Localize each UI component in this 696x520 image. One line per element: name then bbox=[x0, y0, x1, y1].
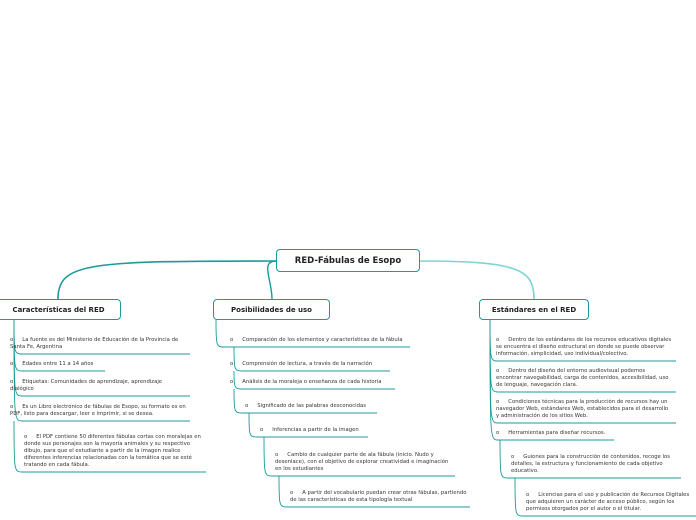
branch-estandares[interactable]: Estándares en el RED bbox=[479, 299, 589, 320]
leaf-estandares-5[interactable] bbox=[511, 454, 679, 477]
connector bbox=[268, 261, 276, 299]
branch-caracteristicas[interactable]: Características del RED bbox=[0, 299, 121, 320]
bullet-icon: o bbox=[496, 430, 500, 436]
leaf-text: Es un Libro electrónico de fábulas de Esopo, su formato es en PDF, listo para descargar, leer e imprimir, si se desea. bbox=[10, 404, 186, 417]
leaf-posibilidades-1[interactable] bbox=[230, 337, 408, 346]
leaf-text: Análisis de la moraleja o enseñanza de cada historia bbox=[242, 379, 382, 385]
leaf-estandares-4[interactable] bbox=[496, 430, 614, 439]
leaf-text: Condiciones técnicas para la producción de recursos hay un navegador Web, estándares Web, establecidos para el desarrollo y administración de los sitios Web. bbox=[496, 399, 669, 419]
leaf-text: Significado de las palabras desconocidas bbox=[257, 403, 366, 409]
leaf-text: Edades entre 11 a 14 años bbox=[22, 361, 94, 367]
bullet-icon: o bbox=[260, 427, 264, 433]
leaf-caracteristicas-5[interactable] bbox=[24, 434, 204, 471]
leaf-text: Herramientas para diseñar recursos. bbox=[508, 430, 606, 436]
bullet-icon: o bbox=[526, 492, 530, 498]
leaf-text: A partir del vocabulario puedan crear otras fábulas, partiendo de las características de esta tipología textual bbox=[290, 490, 467, 503]
bullet-icon: o bbox=[10, 379, 14, 385]
bullet-icon: o bbox=[275, 452, 279, 458]
leaf-text: Etiquetas: Comunidades de aprendizaje, aprendizaje dialógico bbox=[10, 379, 163, 392]
leaf-text: Guiones para la construcción de contenidos, recoge los detalles, la estructura y funcionamiento de cada objetivo educativo. bbox=[511, 454, 671, 474]
bullet-icon: o bbox=[10, 404, 14, 410]
connector bbox=[420, 261, 534, 299]
leaf-text: Comparación de los elementos y características de la fábula bbox=[242, 337, 403, 343]
bullet-icon: o bbox=[290, 490, 294, 496]
bullet-icon: o bbox=[230, 337, 234, 343]
root-node[interactable]: RED-Fábulas de Esopo bbox=[276, 249, 420, 272]
leaf-estandares-3[interactable] bbox=[496, 399, 674, 422]
bullet-icon: o bbox=[496, 399, 500, 405]
leaf-text: El PDF contiene 50 diferentes fábulas cortas con moralejas en donde sus personajes son la mayoría animales y su respectivo dibujo, para que el estudiante a partir de la imagen realice diferentes inferencias relacionadas con la temática que se esté tratando en cada fábula. bbox=[24, 434, 201, 468]
leaf-posibilidades-6[interactable] bbox=[275, 452, 455, 475]
leaf-posibilidades-4[interactable] bbox=[245, 403, 377, 412]
leaf-caracteristicas-4[interactable] bbox=[10, 404, 188, 420]
bullet-icon: o bbox=[230, 361, 234, 367]
leaf-posibilidades-5[interactable] bbox=[260, 427, 368, 436]
leaf-text: Dentro del diseño del entorno audiovisual podemos encontrar navegabilidad, carga de contenidos, accesibilidad, uso de lenguaje, navegación clara. bbox=[496, 368, 669, 388]
leaf-estandares-1[interactable] bbox=[496, 337, 674, 360]
leaf-caracteristicas-3[interactable] bbox=[10, 379, 188, 395]
leaf-text: Dentro de los estándares de los recursos educativos digitales se encuentra el diseño estructural en donde se puede observar información, simplicidad, uso individual/colectivo. bbox=[496, 337, 672, 357]
leaf-text: La fuente es del Ministerio de Educación de la Provincia de Santa Fe, Argentina bbox=[10, 337, 179, 350]
leaf-estandares-6[interactable] bbox=[526, 492, 696, 515]
bullet-icon: o bbox=[245, 403, 249, 409]
leaf-caracteristicas-2[interactable] bbox=[10, 361, 105, 370]
leaf-caracteristicas-1[interactable] bbox=[10, 337, 188, 353]
branch-posibilidades[interactable]: Posibilidades de uso bbox=[213, 299, 330, 320]
bullet-icon: o bbox=[230, 379, 234, 385]
leaf-posibilidades-2[interactable] bbox=[230, 361, 390, 370]
bullet-icon: o bbox=[10, 337, 14, 343]
leaf-text: Inferencias a partir de la imagen bbox=[272, 427, 359, 433]
connector bbox=[58, 261, 276, 299]
leaf-posibilidades-7[interactable] bbox=[290, 490, 470, 506]
bullet-icon: o bbox=[496, 337, 500, 343]
bullet-icon: o bbox=[496, 368, 500, 374]
leaf-text: Comprensión de lectura, a través de la narración bbox=[242, 361, 373, 367]
leaf-posibilidades-3[interactable] bbox=[230, 379, 395, 388]
leaf-estandares-2[interactable] bbox=[496, 368, 674, 391]
bullet-icon: o bbox=[10, 361, 14, 367]
leaf-text: Cambio de cualquier parte de ala fábula (inicio. Nudo y desenlace), con el objetivo de explorar creatividad e imaginación en los estudiantes bbox=[275, 452, 449, 472]
leaf-text: Licencias para el uso y publicación de Recursos Digitales que adquieren un carácter de acceso público, según los permisos otorgados por el autor o el titular. bbox=[526, 492, 690, 512]
bullet-icon: o bbox=[511, 454, 515, 460]
bullet-icon: o bbox=[24, 434, 28, 440]
